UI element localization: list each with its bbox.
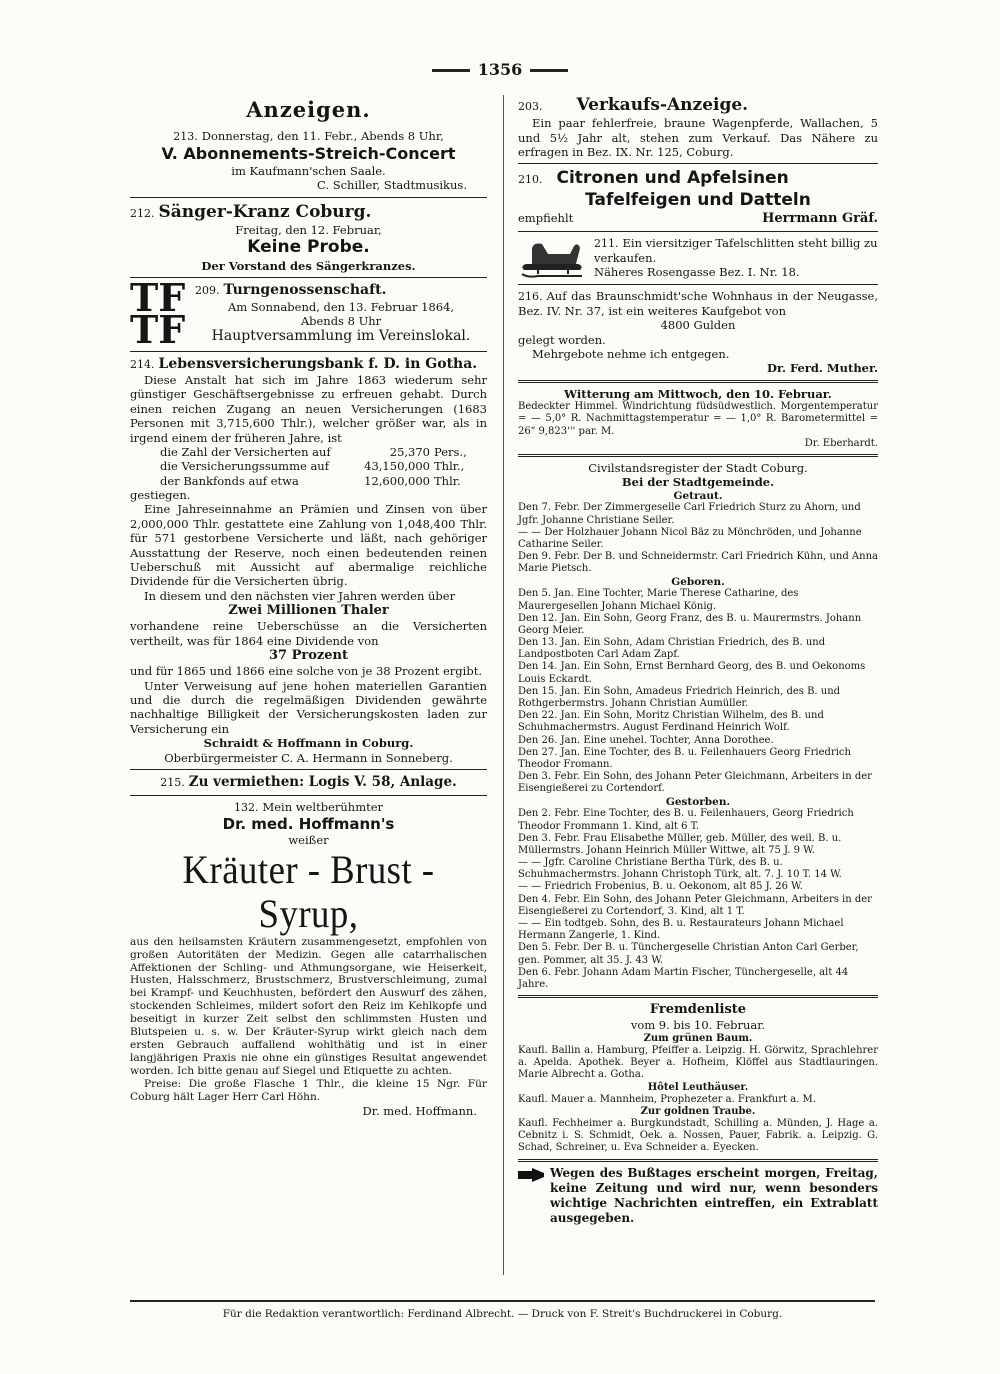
civil-register	[518, 461, 878, 991]
ad-214-paragraph: gestiegen.	[130, 488, 191, 503]
ad-132-weisser: weißer	[288, 833, 329, 848]
ad-211	[518, 236, 878, 280]
stat-label: die Zahl der Versicherten auf	[160, 444, 331, 459]
divider	[130, 197, 487, 198]
register-entry: Den 3. Febr. Ein Sohn, des Johann Peter Gleichmann, Arbeiters in der Eisengießerei zu Cortendorf.	[518, 771, 872, 795]
stat-value: 25,370	[389, 444, 430, 459]
ad-132-product: Kräuter - Brust - Syrup,	[182, 846, 435, 936]
ad-213-signature: C. Schiller, Stadtmusikus.	[317, 178, 467, 193]
hotel-name: Zur goldnen Traube.	[640, 1105, 756, 1117]
stat-unit: Thlr.	[434, 473, 461, 488]
register-entry: Den 27. Jan. Eine Tochter, des B. u. Feilenhauers Georg Friedrich Theodor Fromann.	[518, 746, 851, 770]
stat-unit: Thlr.,	[434, 459, 465, 474]
ad-213-date: Donnerstag, den 11. Febr., Abends 8 Uhr,	[201, 129, 444, 144]
ad-number: 132.	[233, 800, 259, 814]
ad-132	[130, 800, 487, 1118]
ad-212-main: Keine Probe.	[247, 237, 370, 258]
ad-132-intro: Mein weltberühmter	[262, 799, 384, 814]
weather-signature: Dr. Eberhardt.	[804, 437, 878, 449]
insurance-stats-table	[160, 445, 487, 488]
page-number-dash-right	[530, 69, 568, 72]
register-entry: Den 12. Jan. Ein Sohn, Georg Franz, des B. u. Maurermstrs. Johann Georg Meier.	[518, 612, 862, 636]
ad-209-time: Abends 8 Uhr	[300, 313, 382, 328]
ad-216-text: Auf das Braunschmidt'sche Wohnhaus in der Neugasse, Bez. IV. Nr. 37, ist ein weiteres Kaufgebot von	[518, 289, 878, 318]
ad-number: 212.	[130, 206, 155, 220]
ad-212-date: Freitag, den 12. Februar,	[235, 223, 382, 237]
stat-value: 43,150,000	[364, 459, 430, 474]
ad-213-venue: im Kaufmann'schen Saale.	[231, 164, 386, 178]
ad-214-paragraph: Unter Verweisung auf jene hohen materiellen Garantien und die durch die regelmäßigen Dividenden gewährte nachhaltige Billigkeit der Versicherungskosten laden zur Versicherung ein	[130, 678, 487, 736]
ad-216-line: Mehrgebote nehme ich entgegen.	[532, 347, 730, 361]
ad-210-title: Citronen und Apfelsinen	[556, 168, 789, 189]
ad-203-text: Ein paar fehlerfreie, braune Wagenpferde, Wallachen, 5 und 5½ Jahr alt, stehen zum Verkauf. Das Nähere zu erfragen in Bez. IX. Nr. 125, Coburg.	[518, 116, 878, 159]
ad-211-text: Ein viersitziger Tafelschlitten steht billig zu verkaufen.	[594, 236, 878, 265]
guest-list-date: vom 9. bis 10. Februar.	[630, 1018, 766, 1033]
holiday-notice	[518, 1166, 878, 1226]
ad-215-text: Zu vermiethen: Logis V. 58, Anlage.	[188, 773, 457, 790]
register-entry: Den 7. Febr. Der Zimmergeselle Carl Friedrich Sturz zu Ahorn, und Jgfr. Johanne Christiane Seiler.	[518, 502, 861, 526]
hotel-guests: Kaufl. Ballin a. Hamburg, Pfeiffer a. Leipzig. H. Görwitz, Sprachlehrer a. Apelda. Apothek. Beyer a. Hofheim, Klöffel aus Stadtlauringen. Marie Albrecht a. Gotha.	[518, 1044, 878, 1081]
pointing-hand-icon	[518, 1168, 546, 1182]
page-footer: Für die Redaktion verantwortlich: Ferdinand Albrecht. — Druck von F. Streit's Buchdruckerei in Coburg.	[130, 1300, 875, 1321]
ad-216-amount: 4800 Gulden	[660, 318, 736, 333]
ad-214-signature: Oberbürgermeister C. A. Hermann in Sonneberg.	[164, 750, 453, 765]
ad-number: 210.	[518, 173, 543, 187]
divider	[130, 795, 487, 796]
turner-logo-bottom: TF	[130, 307, 186, 353]
ad-212-signature: Der Vorstand des Sängerkranzes.	[201, 258, 416, 273]
ads-heading: Anzeigen.	[246, 97, 371, 122]
page-number	[0, 60, 1000, 80]
ad-210-signature: Herrmann Gräf.	[762, 210, 878, 226]
ad-number: 203.	[518, 100, 543, 113]
ad-203	[518, 95, 878, 159]
register-subtitle: Bei der Stadtgemeinde.	[621, 475, 775, 490]
ad-212-title: Sänger-Kranz Coburg.	[158, 201, 372, 222]
ad-214-highlight: Zwei Millionen Thaler	[228, 603, 389, 619]
divider	[518, 995, 878, 998]
ad-214-paragraph: Diese Anstalt hat sich im Jahre 1863 wiederum sehr günstiger Geschäftsergebnisse zu erfreuen gehabt. Durch einen reichen Zugang an neuen Versicherungen (1683 Personen mit 3,715,600 Thlr.), welcher größer war, als in irgend einem der früheren Jahre, ist	[130, 373, 487, 445]
guest-list	[518, 1002, 878, 1155]
register-title: Civilstandsregister der Stadt Coburg.	[588, 460, 808, 475]
ad-214-title: Lebensversicherungsbank f. D. in Gotha.	[158, 355, 478, 372]
page-number-text: 1356	[477, 60, 523, 79]
divider	[518, 231, 878, 232]
divider	[130, 769, 487, 770]
ad-132-prices: Preise: Die große Flasche 1 Thlr., die kleine 15 Ngr. Für Coburg hält Lager Herr Carl Höhn.	[130, 1077, 487, 1103]
weather-report	[518, 387, 878, 450]
hotel-guests: Kaufl. Fechheimer a. Burgkundstadt, Schilling a. Münden, J. Hage a. Cebnitz i. S. Schmidt, Oek. a. Nossen, Pauer, Fabrik. a. Leipzig. G. Schad, Schreiner, u. Eva Schneider a. Eyecken.	[518, 1118, 878, 1154]
guest-list-title: Fremdenliste	[649, 1002, 747, 1018]
holiday-notice-text: Wegen des Bußtages erscheint morgen, Freitag, keine Zeitung und wird nur, wenn besonders wichtige Nachrichten eintreffen, ein Extrablatt ausgegeben.	[550, 1165, 878, 1225]
ad-213	[130, 129, 487, 193]
register-entry: Den 6. Febr. Johann Adam Martin Fischer, Tünchergeselle, alt 44 Jahre.	[518, 966, 849, 990]
register-entry: — — Ein todtgeb. Sohn, des B. u. Restaurateurs Johann Michael Hermann Zangerle, 1. Kind.	[518, 918, 844, 942]
hotel-guests: Kaufl. Mauer a. Mannheim, Prophezeter a. Frankfurt a. M.	[518, 1093, 816, 1105]
stat-unit: Pers.,	[434, 444, 467, 459]
ad-215	[130, 774, 487, 791]
hotel-name: Hôtel Leuthäuser.	[647, 1081, 749, 1093]
ad-132-name: Dr. med. Hoffmann's	[222, 814, 395, 833]
weather-title: Witterung am Mittwoch, den 10. Februar.	[564, 386, 832, 401]
ad-number: 209.	[195, 284, 220, 297]
ad-214-paragraph: Eine Jahreseinnahme an Prämien und Zinsen von über 2,000,000 Thlr. gestattete eine Zahlung von 1,048,400 Thlr. für 571 gestorbene Versicherte und läßt, nach gehöriger Ausstattung der Reserve, noch einen bedeutenden reinen Ueberschuß mit Aussicht auf abermalige reichliche Dividende für die Versicherten übrig.	[130, 502, 487, 589]
register-entry: Den 15. Jan. Ein Sohn, Amadeus Friedrich Heinrich, des B. und Rothgerbermstrs. Johann Christian Aumüller.	[518, 685, 841, 710]
register-section-heading: Gestorben.	[665, 795, 731, 808]
register-entry: Den 3. Febr. Frau Elisabethe Müller, geb. Müller, des weil. B. u. Müllermstrs. Johann Heinrich Müller Wittwe, alt 75 J. 9 W.	[518, 832, 842, 856]
register-section-heading: Geboren.	[671, 575, 725, 588]
ad-213-title: V. Abonnements-Streich-Concert	[161, 144, 456, 163]
ad-number: 215.	[160, 775, 185, 789]
register-entry: Den 13. Jan. Ein Sohn, Adam Christian Friedrich, des B. und Landpostboten Carl Adam Zapf.	[518, 637, 826, 661]
right-column	[518, 95, 878, 1226]
sleigh-icon	[518, 236, 588, 280]
register-entry: Den 2. Febr. Eine Tochter, des B. u. Feilenhauers, Georg Friedrich Theodor Frommann 1. Kind, alt 6 T.	[518, 808, 854, 832]
ad-216-line: gelegt worden.	[518, 332, 606, 347]
ad-214-paragraph: und für 1865 und 1866 eine solche von je 38 Prozent ergibt.	[130, 664, 482, 679]
ad-209	[130, 275, 487, 353]
ad-203-title: Verkaufs-Anzeige.	[576, 95, 749, 115]
ad-number: 213.	[173, 130, 198, 144]
ad-209-title: Turngenossenschaft.	[223, 282, 387, 298]
ad-132-body: aus den heilsamsten Kräutern zusammengesetzt, empfohlen von großen Autoritäten der Medizin. Gegen alle catarrhalischen Affektionen der Schling- und Athmungsorgane, wie Heiserkeit, Husten, Halsschmerz, Brustschmerz, Brustverschleimung, zumal bei Krampf- und Keuchhusten, befördert den Auswurf des zähen, stockenden Schleimes, mildert sofort den Reiz im Kehlkopfe und beseitigt in kurzer Zeit selbst den schlimmsten Husten und Blutspeien u. s. w. Der Kräuter-Syrup wirkt gleich nach dem ersten Gebrauch auffallend wohlthätig und ist in einer langjährigen Praxis nie ohne ein günstiges Resultat angewendet worden. Ich bitte genau auf Siegel und Etiquette zu achten.	[130, 935, 487, 1077]
ad-number: 214.	[130, 357, 155, 371]
ad-214-paragraph: vorhandene reine Ueberschüsse an die Versicherten vertheilt, was für 1864 eine Dividende von	[130, 619, 487, 648]
ad-number: 216.	[518, 290, 543, 304]
ad-211-address: Näheres Rosengasse Bez. I. Nr. 18.	[594, 265, 800, 280]
register-entry: — — Jgfr. Caroline Christiane Bertha Türk, des B. u. Schuhmachermstrs. Johann Christoph Türk, alt. 7. J. 10 T. 14 W.	[518, 857, 842, 881]
weather-text: Bedeckter Himmel. Windrichtung füdsüdwestlich. Morgentemperatur = — 5,0° R. Nachmittagstemperatur = — 1,0° R. Barometermittel = 26" 9,823''' par. M.	[518, 401, 878, 437]
turner-logo	[130, 275, 195, 353]
register-entry: Den 9. Febr. Der B. und Schneidermstr. Carl Friedrich Kühn, und Anna Marie Pietsch.	[518, 551, 878, 575]
ad-214-signature: Schraidt & Hoffmann in Coburg.	[203, 736, 414, 751]
ad-214-paragraph: In diesem und den nächsten vier Jahren werden über	[144, 588, 456, 603]
divider	[518, 1159, 878, 1162]
ad-216	[518, 289, 878, 376]
ad-216-signature: Dr. Ferd. Muther.	[766, 361, 878, 376]
register-section-heading: Getraut.	[673, 489, 723, 502]
register-entry: — — Friedrich Frobenius, B. u. Oekonom, alt 85 J. 26 W.	[518, 881, 803, 893]
register-entry: Den 22. Jan. Ein Sohn, Moritz Christian Wilhelm, des B. und Schuhmachermstrs. August Ferdinand Heinrich Wolf.	[518, 710, 824, 734]
register-entry: Den 5. Jan. Eine Tochter, Marie Therese Catharine, des Maurergesellen Johann Michael König.	[518, 588, 799, 612]
register-entry: Den 5. Febr. Der B. u. Tünchergeselle Christian Anton Carl Gerber, gen. Pommer, alt 35. J. 43 W.	[518, 942, 859, 966]
turner-logo-top: TF	[130, 275, 186, 320]
ad-214	[130, 356, 487, 765]
stat-value: 12,600,000	[364, 473, 430, 488]
ad-number: 211.	[594, 237, 619, 251]
register-entry: — — Der Holzhauer Johann Nicol Bäz zu Mönchröden, und Johanne Catharine Seiler.	[518, 526, 862, 550]
stat-label: der Bankfonds auf etwa	[160, 473, 299, 488]
register-entry: Den 14. Jan. Ein Sohn, Ernst Bernhard Georg, des B. und Oekonoms Louis Eckardt.	[518, 661, 866, 685]
ad-209-date: Am Sonnabend, den 13. Februar 1864,	[227, 299, 455, 314]
stat-label: die Versicherungssumme auf	[160, 459, 329, 474]
divider	[518, 380, 878, 383]
page-number-dash-left	[432, 69, 470, 72]
divider	[518, 284, 878, 285]
ad-214-highlight: 37 Prozent	[268, 648, 349, 664]
divider	[518, 454, 878, 457]
register-entry: Den 26. Jan. Eine unehel. Tochter, Anna Dorothee.	[518, 734, 774, 746]
hotel-name: Zum grünen Baum.	[643, 1032, 753, 1044]
ad-210	[518, 168, 878, 227]
ad-210-empfiehlt: empfiehlt	[518, 210, 574, 225]
ad-132-signature: Dr. med. Hoffmann.	[362, 1103, 477, 1118]
ad-212	[130, 202, 487, 273]
ad-209-event: Hauptversammlung im Vereinslokal.	[211, 328, 471, 345]
divider	[518, 163, 878, 164]
ad-210-title: Tafelfeigen und Datteln	[585, 189, 811, 210]
register-entry: Den 4. Febr. Ein Sohn, des Johann Peter Gleichmann, Arbeiters in der Eisengießerei zu Cortendorf, 3. Kind, alt 1 T.	[518, 893, 872, 917]
left-column	[130, 95, 487, 1118]
column-divider	[503, 95, 504, 1275]
